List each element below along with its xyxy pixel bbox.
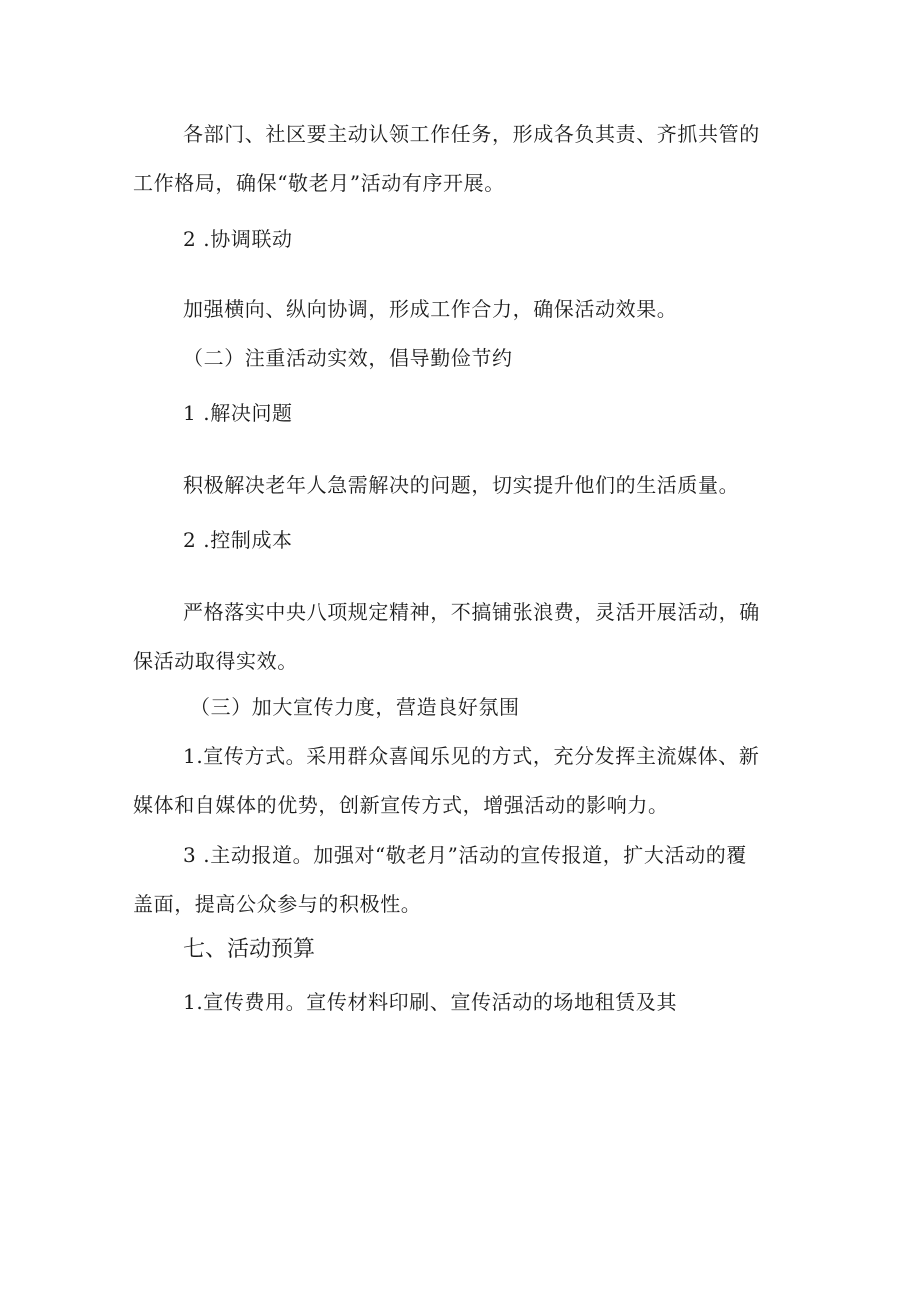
paragraph-7: 1.宣传费用。宣传材料印刷、宣传活动的场地租赁及其 bbox=[183, 990, 678, 1014]
paragraph-5-line-1: 1.宣传方式。采用群众喜闻乐见的方式，充分发挥主流媒体、新 bbox=[183, 744, 760, 768]
list-item-control-cost: 2 .控制成本 bbox=[183, 528, 293, 552]
paragraph-4-line-2: 保活动取得实效。 bbox=[133, 649, 298, 673]
paragraph-3: 积极解决老年人急需解决的问题，切实提升他们的生活质量。 bbox=[183, 473, 740, 497]
paragraph-6-line-1: 3 .主动报道。加强对“敬老月”活动的宣传报道，扩大活动的覆 bbox=[183, 843, 747, 867]
list-item-coordinate: 2 .协调联动 bbox=[183, 227, 293, 251]
list-item-solve-problems: 1 .解决问题 bbox=[183, 401, 293, 425]
paragraph-6-line-2: 盖面，提高公众参与的积极性。 bbox=[133, 892, 422, 916]
paragraph-1-line-2: 工作格局，确保“敬老月”活动有序开展。 bbox=[133, 171, 505, 195]
section-heading-2: （二）注重活动实效，倡导勤俭节约 bbox=[183, 346, 513, 370]
chapter-heading-budget: 七、活动预算 bbox=[183, 937, 316, 962]
paragraph-2: 加强横向、纵向协调，形成工作合力，确保活动效果。 bbox=[183, 297, 678, 321]
paragraph-5-line-2: 媒体和自媒体的优势，创新宣传方式，增强活动的影响力。 bbox=[133, 793, 669, 817]
section-heading-3: （三）加大宣传力度，营造良好氛围 bbox=[190, 695, 520, 719]
paragraph-1-line-1: 各部门、社区要主动认领工作任务，形成各负其责、齐抓共管的 bbox=[183, 122, 760, 146]
paragraph-4-line-1: 严格落实中央八项规定精神，不搞铺张浪费，灵活开展活动，确 bbox=[183, 600, 760, 624]
